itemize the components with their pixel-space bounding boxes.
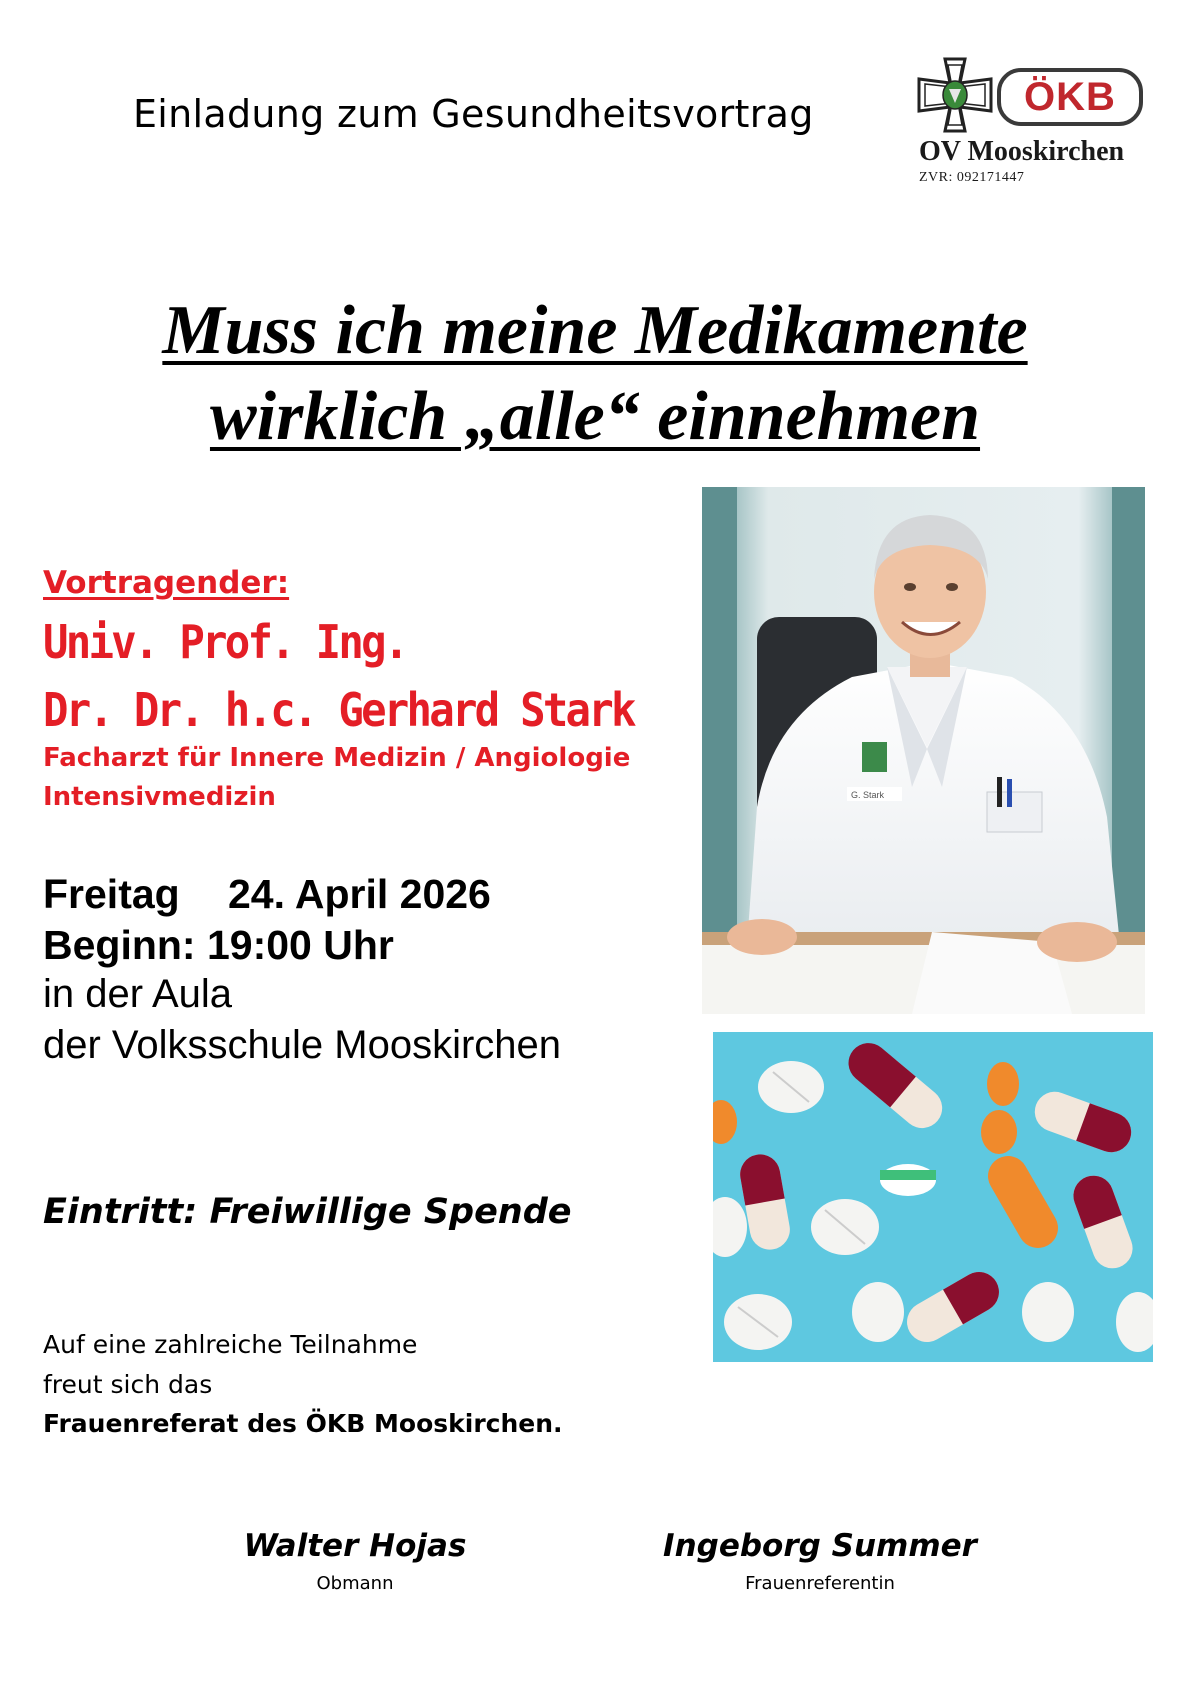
speaker-name-line-1: Univ. Prof. Ing. (43, 615, 407, 669)
okb-logo (917, 54, 1143, 189)
logo-registry-number: ZVR: 092171447 (919, 170, 1025, 185)
closing-line-2: freut sich das (43, 1370, 213, 1399)
okb-wordmark-text: ÖKB (1024, 75, 1116, 119)
okb-wordmark (997, 68, 1143, 126)
title-line-1 (0, 292, 1190, 369)
signature-name-frauenreferentin: Ingeborg Summer (663, 1528, 977, 1564)
coat-name-badge: G. Stark (851, 790, 885, 800)
logo-branch-name: OV Mooskirchen (919, 136, 1125, 167)
closing-line-1: Auf eine zahlreiche Teilnahme (43, 1330, 418, 1359)
speaker-photo (702, 487, 1145, 1014)
pills-photo (713, 1032, 1153, 1362)
title-line-2-text: wirklich „alle“ einnehmen (209, 378, 981, 455)
event-location-line-1: in der Aula (43, 972, 233, 1016)
title-line-1-text: Muss ich meine Medikamente (162, 292, 1028, 369)
speaker-name-line-2: Dr. Dr. h.c. Gerhard Stark (43, 683, 634, 737)
invitation-heading: Einladung zum Gesundheitsvortrag (133, 92, 814, 136)
signature-name-obmann: Walter Hojas (243, 1528, 467, 1564)
pills-photo-illustration (713, 1032, 1153, 1362)
speaker-photo-illustration (702, 487, 1145, 1014)
event-location-line-2: der Volksschule Mooskirchen (43, 1023, 562, 1067)
cross-emblem-icon (917, 57, 993, 133)
signature-role-frauenreferentin: Frauenreferentin (745, 1573, 895, 1594)
speaker-label: Vortragender: (43, 565, 290, 601)
event-day: Freitag (43, 871, 180, 917)
event-date: 24. April 2026 (228, 871, 491, 917)
entry-fee-note: Eintritt: Freiwillige Spende (43, 1192, 572, 1232)
speaker-specialty-line-2: Intensivmedizin (43, 782, 276, 812)
event-start-time: Beginn: 19:00 Uhr (43, 922, 394, 968)
speaker-specialty-line-1: Facharzt für Innere Medizin / Angiologie (43, 743, 631, 773)
signature-role-obmann: Obmann (316, 1573, 394, 1594)
closing-line-3: Frauenreferat des ÖKB Mooskirchen. (43, 1409, 563, 1438)
title-line-2 (0, 378, 1190, 455)
